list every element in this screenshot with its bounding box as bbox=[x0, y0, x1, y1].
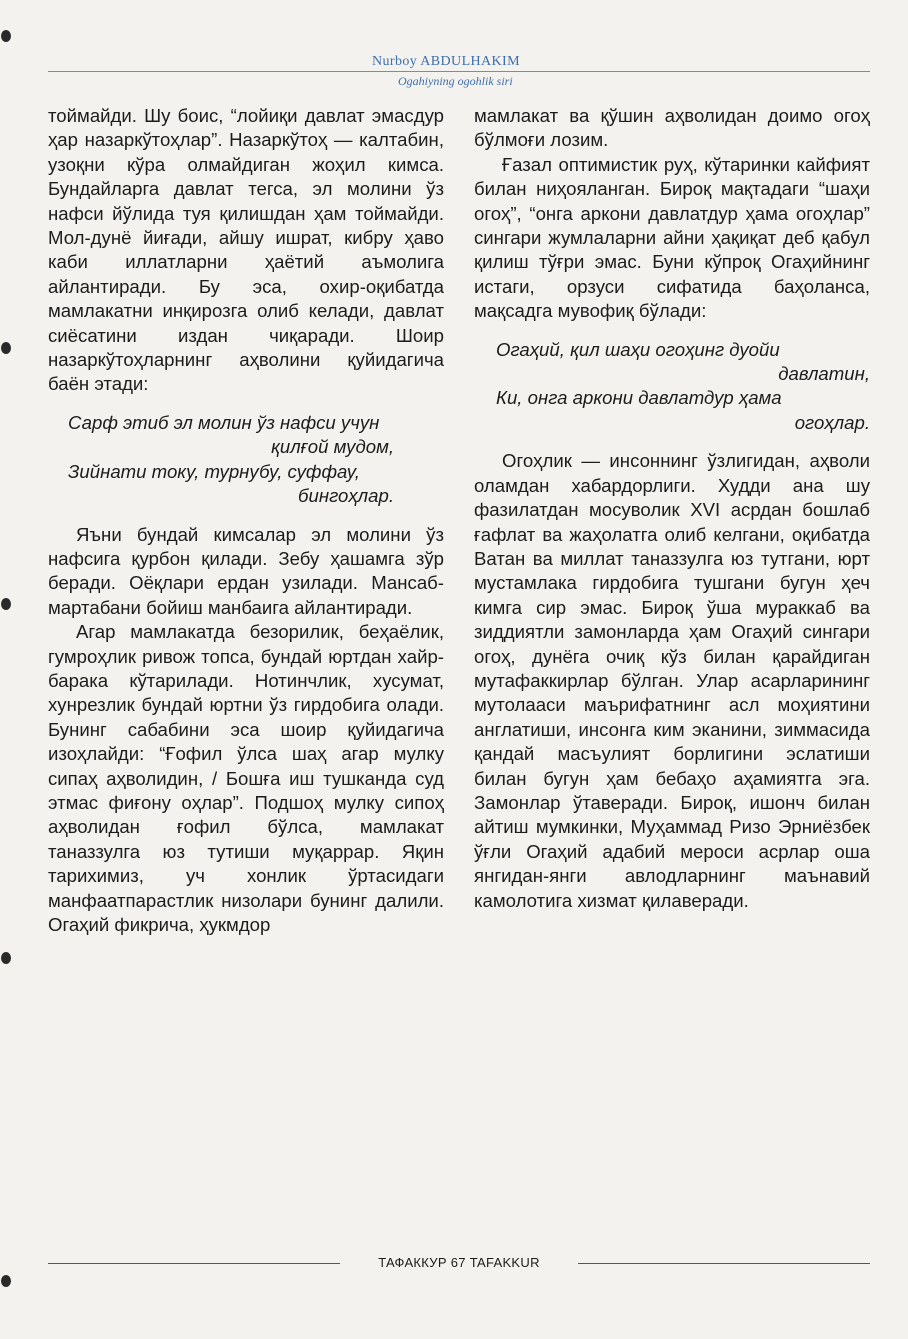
header-author: Nurboy ABDULHAKIM bbox=[372, 54, 520, 69]
left-verse-line-1b: қилғой мудом, bbox=[271, 436, 394, 458]
right-verse bbox=[474, 338, 870, 436]
header-rule bbox=[48, 71, 870, 72]
right-column bbox=[474, 104, 870, 913]
page-footer bbox=[48, 1253, 870, 1273]
left-column bbox=[48, 104, 444, 937]
left-paragraph-2: Яъни бундай кимсалар эл молини ўз нафсига қурбон қилади. Зебу ҳашамга зўр беради. Оёқлари ердан узилади. Мансаб-мартабани бойиш манбаига айлантиради. bbox=[48, 523, 444, 618]
left-verse-line-2a: Зийнати току, турнубу, суффау, bbox=[68, 460, 360, 482]
right-paragraph-1: мамлакат ва қўшин аҳволидан доимо огоҳ бўлмоғи лозим. bbox=[474, 105, 870, 151]
left-paragraph-1: тоймайди. Шу боис, “лойиқи давлат эмасдур ҳар назаркўтоҳлар”. Назаркўтоҳ — калтабин, узоқни кўра олмайдиган жоҳил кимса. Бундайларга давлат тегса, эл молини ўз нафси йўлида туя қилишдан ҳам тоймайди. Мол-дунё йиғади, айшу ишрат, кибру ҳаво каби иллатларни ҳаётий аъмолига айлантиради. Бу эса, охир-оқибатда мамлакатни инқирозга олиб келади, давлат сиёсатини издан чиқаради. Шоир назаркўтоҳларнинг аҳволини қуйидагича баён этади: bbox=[48, 105, 444, 395]
left-verse-line-2b: бингоҳлар. bbox=[298, 485, 394, 507]
left-verse bbox=[48, 411, 444, 509]
left-paragraph-3: Агар мамлакатда безорилик, беҳаёлик, гумроҳлик ривож топса, бундай юртдан хайр-барака кўтарилади. Нотинчлик, хусумат, хунрезлик бундай юртни ўз гирдобига олади. Бунинг сабабини эса шоир қуйидагича изоҳлайди: “Ғофил ўлса шаҳ агар мулку сипаҳ аҳволидин, / Бошға иш тушканда суд этмас фиғону оҳлар”. Подшоҳ мулку сипоҳ аҳволидан ғофил бўлса, мамлакат таназзулга юз тутиши муқаррар. Яқин тарихимиз, уч хонлик ўртасидаги манфаатпарастлик низолари бунинг далили. Огаҳий фикрича, ҳукмдор bbox=[48, 621, 444, 935]
punch-hole-top bbox=[1, 30, 11, 42]
right-paragraph-2: Ғазал оптимистик руҳ, кўтаринки кайфият билан ниҳояланган. Бироқ мақтадаги “шаҳи огоҳ”, “онга аркони давлатдур ҳама огоҳлар” сингари жумлаларни айни ҳақиқат деб қабул қилиш тўғри эмас. Буни кўпроқ Огаҳийнинг истаги, орзуси сифатида баҳоланса, мақсадга мувофиқ бўлади: bbox=[474, 153, 870, 322]
footer-rule-right bbox=[578, 1263, 870, 1264]
header-subtitle: Ogahiyning ogohlik siri bbox=[398, 74, 513, 88]
right-paragraph-3: Огоҳлик — инсоннинг ўзлигидан, аҳволи оламдан хабардорлиги. Худди ана шу фазилатдан мосуволик XVI асрдан бошлаб ғафлат ва жаҳолатга олиб келгани, оқибатда Ватан ва миллат таназзулга юз тутгани, юрт мустамлака гирдобига тушгани бугун ҳеч кимга сир эмас. Бироқ ўша мураккаб ва зиддиятли замонларда ҳам Огаҳий сингари огоҳ, дунёга очиқ кўз билан қарайдиган мутафаккирлар бўлган. Улар асарларининг мутолааси маърифатнинг асл моҳиятини англатиши, инсонга ким эканини, зиммасида қандай масъулият борлигини эслатиши билан бугун ҳам бебаҳо аҳамиятга эга. Замонлар ўтаверади. Бироқ, ишонч билан айтиш мумкинки, Муҳаммад Ризо Эрниёзбек ўғли Огаҳий адабий мероси асрлар оша янгидан-янги авлодларнинг маънавий камолотига хизмат қилаверади. bbox=[474, 450, 870, 911]
left-verse-line-1a: Сарф этиб эл молин ўз нафси учун bbox=[68, 411, 380, 433]
right-verse-line-2a: Ки, онга аркони давлатдур ҳама bbox=[496, 387, 782, 409]
punch-hole-bottom bbox=[1, 1275, 11, 1287]
punch-hole-lower bbox=[1, 952, 11, 964]
footer-rule-left bbox=[48, 1263, 340, 1264]
punch-hole-upper bbox=[1, 342, 11, 354]
punch-hole-middle bbox=[1, 598, 11, 610]
right-verse-line-1a: Огаҳий, қил шаҳи огоҳинг дуойи bbox=[496, 338, 780, 360]
right-verse-line-2b: огоҳлар. bbox=[794, 411, 870, 433]
footer-page-label: ТАФАККУР 67 TAFAKKUR bbox=[378, 1255, 540, 1270]
right-verse-line-1b: давлатин, bbox=[778, 363, 870, 385]
